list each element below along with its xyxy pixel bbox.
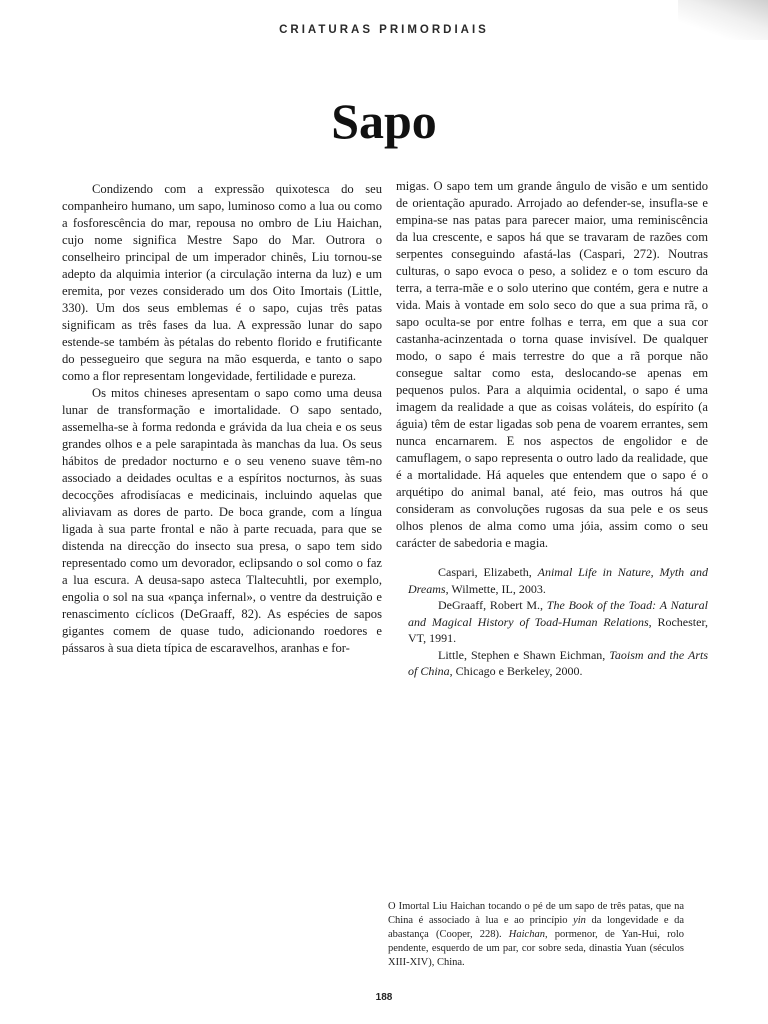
paragraph-liu-haichan: Condizendo com a expressão quixotesca do seu companheiro humano, um sapo, luminoso como a lua ou como a fosforescência do mar, repousa no ombro de Liu Haichan, cujo nome significa Mestre Sapo do Mar. Outrora o conselheiro principal de um imperador chinês, Liu tornou-se adepto da alquimia interior (a circulação interna da luz) e um eremita, por vezes considerado um dos Oito Imortais (Little, 330). Um dos seus emblemas é o sapo, cujas três patas significam as três fases da lua. A expressão lunar do sapo estende-se também às pétalas do rebento florido e frutificante do pessegueiro que segura na mão esquerda, e tanto o sapo como a flor representam longevidade, fertilidade e pureza. <box>62 182 382 383</box>
reference-author: DeGraaff, Robert M., <box>438 598 547 612</box>
reference-item <box>396 647 708 680</box>
caption-text: O Imortal Liu Haichan tocando o pé de um sapo de três patas, que na China é associado à lua e ao princípio <box>388 901 684 926</box>
reference-details: , Chicago e Berkeley, 2000. <box>449 664 583 678</box>
page-number: 188 <box>375 992 393 1003</box>
caption-term: Haichan <box>508 929 545 940</box>
reference-item <box>396 564 708 597</box>
left-column <box>62 181 382 657</box>
references-list <box>396 564 708 680</box>
reference-details: , Rochester, VT, 1991. <box>408 614 708 645</box>
caption-term: yin <box>573 915 586 926</box>
reference-details: , Wilmette, IL, 2003. <box>445 581 546 596</box>
reference-author: Little, Stephen e Shawn Eichman, <box>438 647 610 662</box>
reference-work-title: Taoism and the Arts of China <box>408 647 708 678</box>
caption-text: , pormenor, de Yan-Hui, rolo pendente, esquerdo de um par, cor sobre seda, dinastia Yuan (séculos XIII-XIV), China. <box>388 929 684 968</box>
reference-author: Caspari, Elizabeth, <box>438 565 538 579</box>
caption-text: da longevidade e da abastança (Cooper, 228). <box>388 915 684 940</box>
paragraph-chinese-myths: Os mitos chineses apresentam o sapo como uma deusa lunar de transformação e imortalidade. O sapo sentado, assemelha-se à forma redonda e grávida da lua cheia e os seus grandes olhos e a pele sarapintada às manchas da lua. Os seus hábitos de predador nocturno e o seu veneno suave têm-no associado a deidades ocultas e a espíritos nocturnos, às suas decocções afrodisíacas e medicinais, incluindo aquelas que aliviavam as dores de parto. De boca grande, com a língua ligada à sua parte frontal e não à parte recuada, para que se distenda na direcção do insecto sua presa, o sapo tem sido representado como um devorador, eclipsando o sol como o faz a lua escura. A deusa-sapo asteca Tlaltecuhtli, por exemplo, engolia o sol na sua «pança infernal», o ventre da destruição e renascimento cíclicos (DeGraaff, 82). As espécies de sapos gigantes comem de quase tudo, adicionando roedores e pássaros à sua dieta típica de escaravelhos, aranhas e for- <box>62 386 382 655</box>
running-header: CRIATURAS PRIMORDIAIS <box>279 24 489 36</box>
right-column <box>396 178 708 680</box>
reference-item <box>396 597 708 647</box>
article-title: Sapo <box>331 93 437 149</box>
figure-caption <box>388 900 684 970</box>
reference-work-title: The Book of the Toad: A Natural and Magical History of Toad-Human Relations <box>408 598 708 629</box>
paragraph-continuation: migas. O sapo tem um grande ângulo de visão e um sentido de orientação apurado. Arrojado ao defender-se, insufla-se e empina-se nas patas para parecer maior, uma reminiscência da lua crescente, e sapos há que se travaram de razões com serpentes conseguindo afastá-las (Caspari, 272). Noutras culturas, o sapo evoca o peso, a solidez e o tom escuro da terra, a terra-mãe e o solo uterino que contém, gera e nutre a vida. Mais à vontade em solo seco do que a sua prima rã, o sapo oculta-se por entre folhas e terra, em que a sua cor castanha-acinzentada o torna quase invisível. De qualquer modo, o sapo é mais terrestre do que a rã porque não consegue saltar como esta, deslocando-se apenas em pequenos pulos. Para a alquimia ocidental, o sapo é uma imagem da realidade a que as coisas voláteis, do espírito (a águia) têm de estar ligadas sob pena de voarem errantes, sem nunca encarnarem. E nos aspectos de engolidor e de camuflagem, o sapo representa o outro lado da realidade, que é a mortalidade. Há aqueles que entendem que o sapo é o arquétipo do animal banal, até feio, mas outros há que consideram as convoluções rugosas da sua pele e os seus olhos plenos de alma como uma jóia, assim como o seu carácter de sabedoria e magia. <box>396 179 708 550</box>
reference-work-title: Animal Life in Nature, Myth and Dreams <box>408 565 709 596</box>
